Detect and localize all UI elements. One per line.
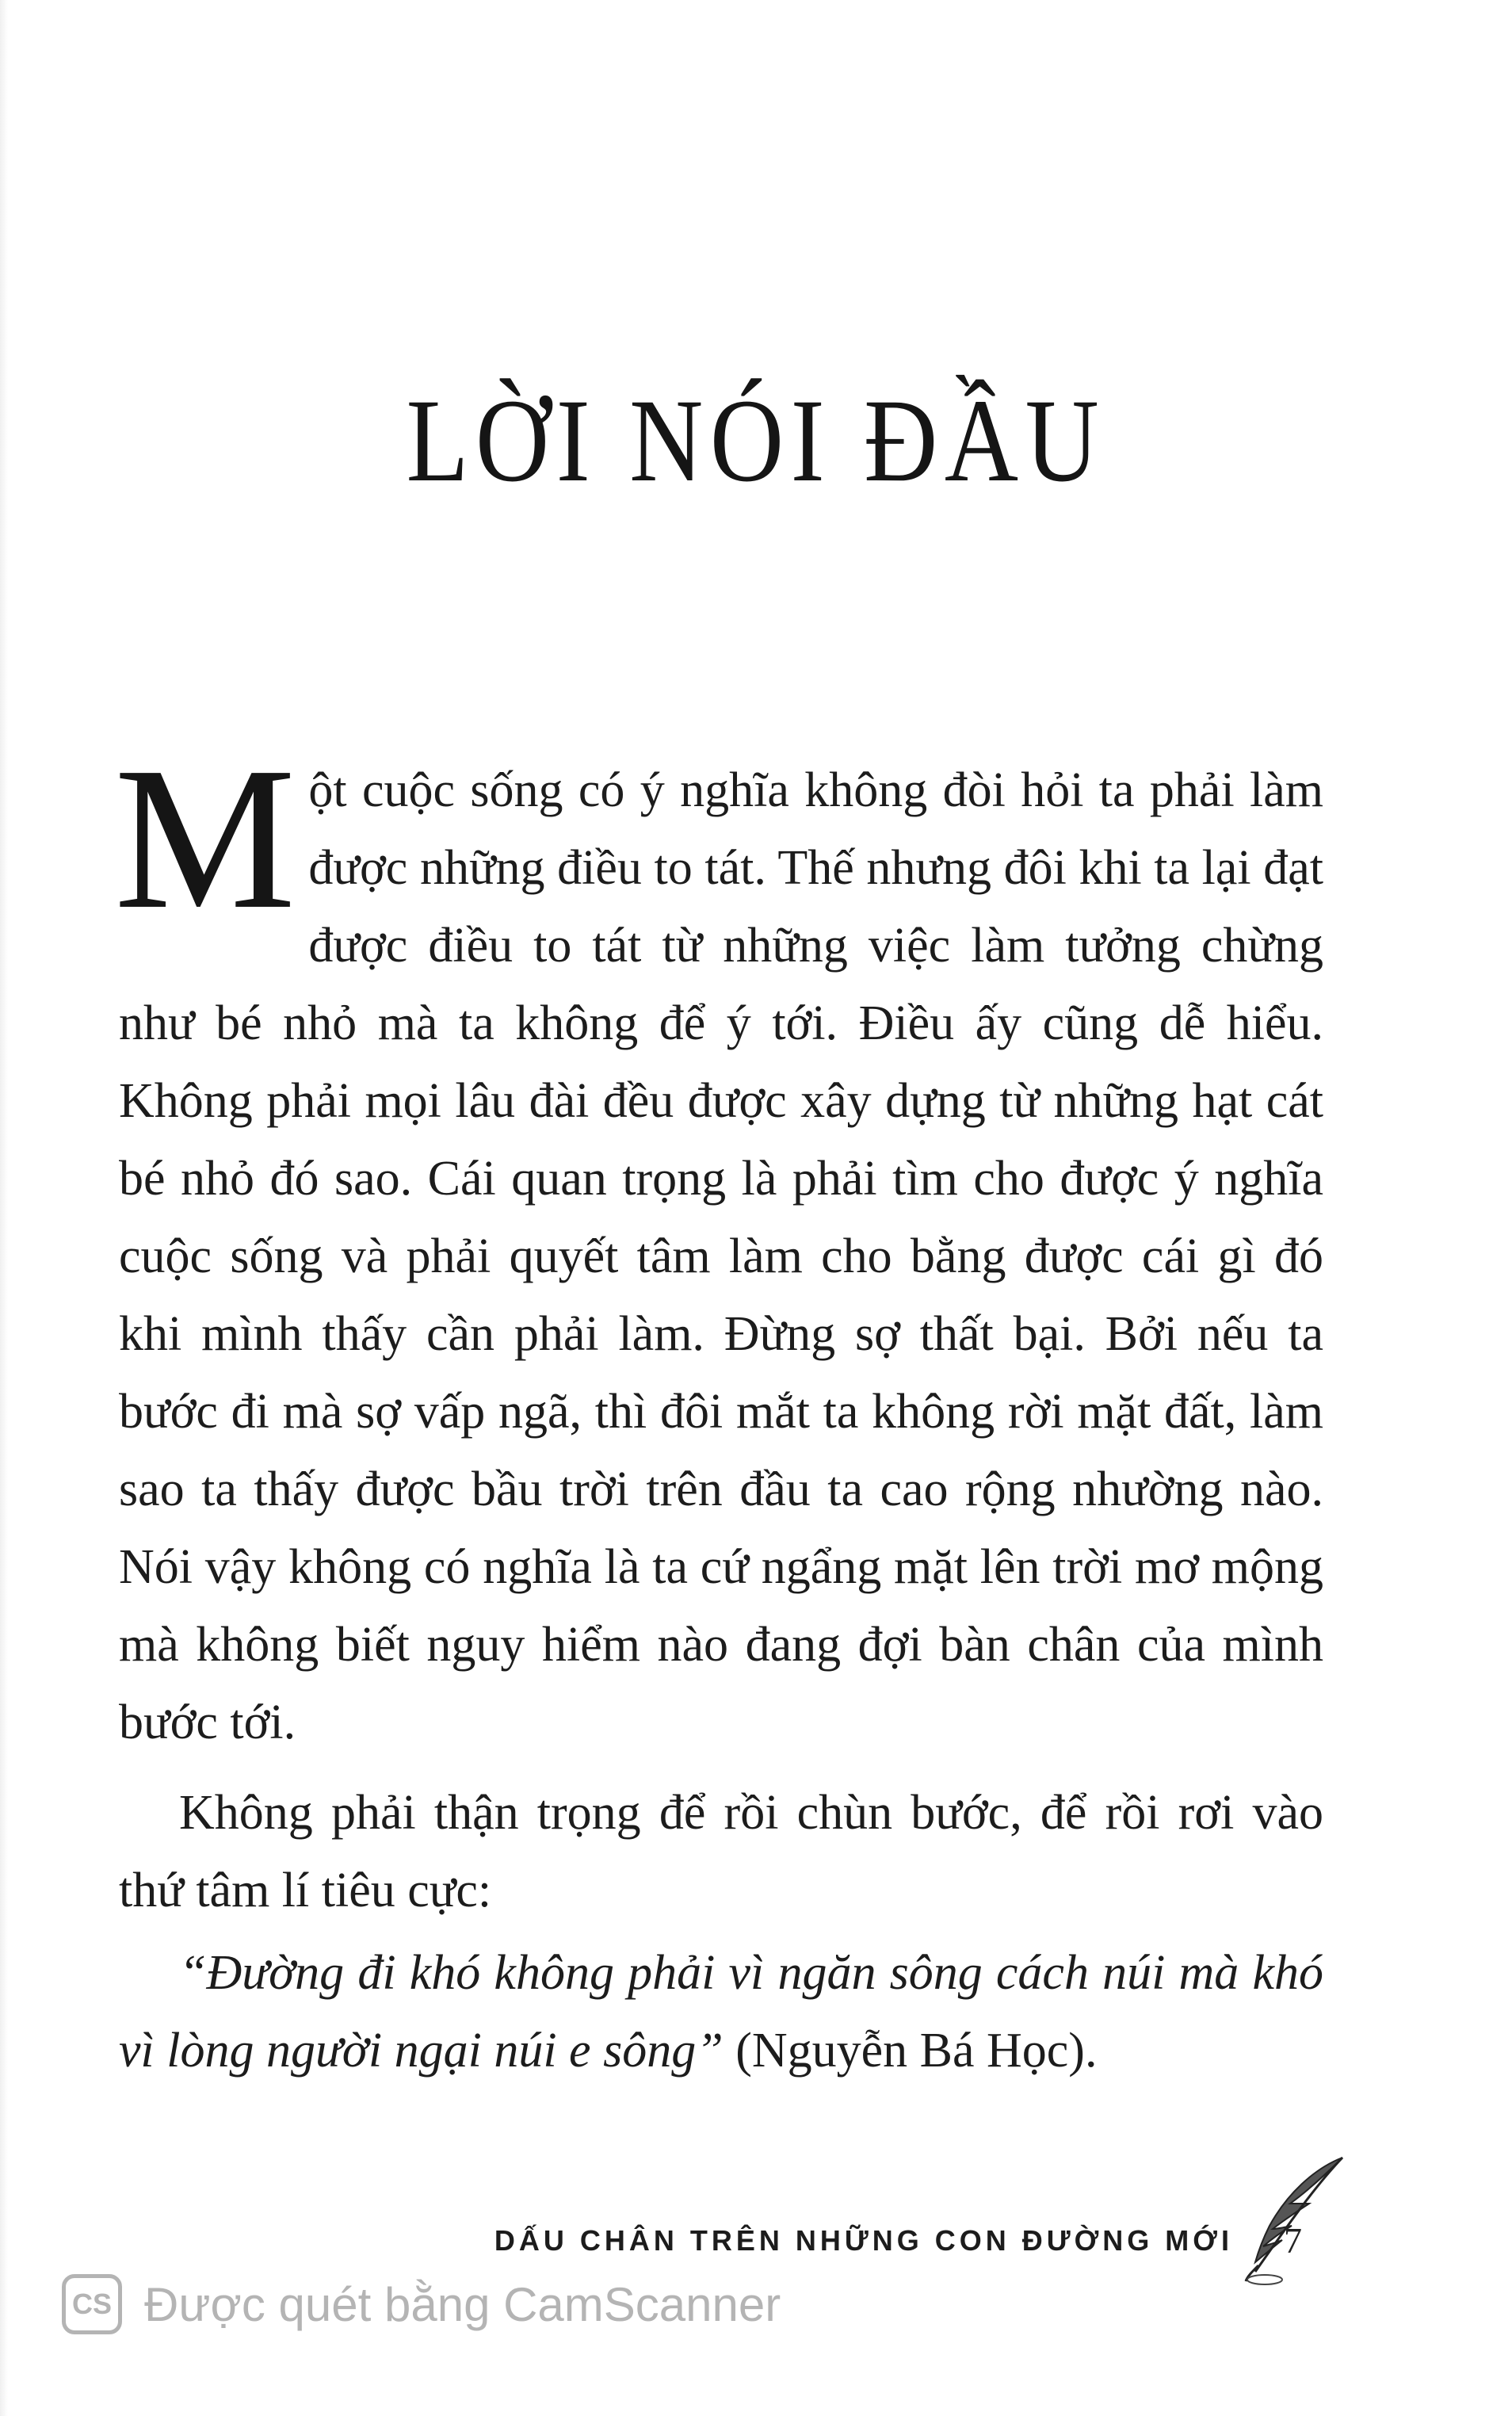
quote-attribution: (Nguyễn Bá Học). <box>723 2024 1098 2078</box>
footer-book-title: DẤU CHÂN TRÊN NHỮNG CON ĐƯỜNG MỚI <box>494 2224 1233 2257</box>
paragraph-2: Không phải thận trọng để rồi chùn bước, để rồi rơi vào thứ tâm lí tiêu cực: <box>119 1786 1323 1917</box>
page-number: 7 <box>1284 2220 1302 2261</box>
paragraph-1 <box>114 724 1323 1761</box>
page-title: LỜI NÓI ĐẦU <box>406 375 1106 507</box>
drop-cap: M <box>114 724 296 951</box>
quote-text: “Đường đi khó không phải vì ngăn sông cách núi mà khó vì lòng người ngại núi e sông” <box>119 1946 1323 2078</box>
scan-edge <box>0 0 8 2416</box>
camscanner-watermark <box>62 2269 781 2340</box>
paragraph-1-text: ột cuộc sống có ý nghĩa không đòi hỏi ta phải làm được những điều to tát. Thế nhưng đôi khi ta lại đạt được điều to tát từ những việc làm tưởng chừng như bé nhỏ mà ta không để ý tới. Điều ấy cũng dễ hiểu. Không phải mọi lâu đài đều được xây dựng từ những hạt cát bé nhỏ đó sao. Cái quan trọng là phải tìm cho được ý nghĩa cuộc sống và phải quyết tâm làm cho bằng được cái gì đó khi mình thấy cần phải làm. Đừng sợ thất bại. Bởi nếu ta bước đi mà sợ vấp ngã, thì đôi mắt ta không rời mặt đất, làm sao ta thấy được bầu trời trên đầu ta cao rộng nhường nào. Nói vậy không có nghĩa là ta cứ ngẩng mặt lên trời mơ mộng mà không biết nguy hiểm nào đang đợi bàn chân của mình bước tới. <box>119 763 1323 1749</box>
watermark-text: Được quét bằng CamScanner <box>144 2277 781 2331</box>
paragraph-3 <box>119 1934 1323 2089</box>
camscanner-logo-icon: CS <box>62 2274 122 2334</box>
